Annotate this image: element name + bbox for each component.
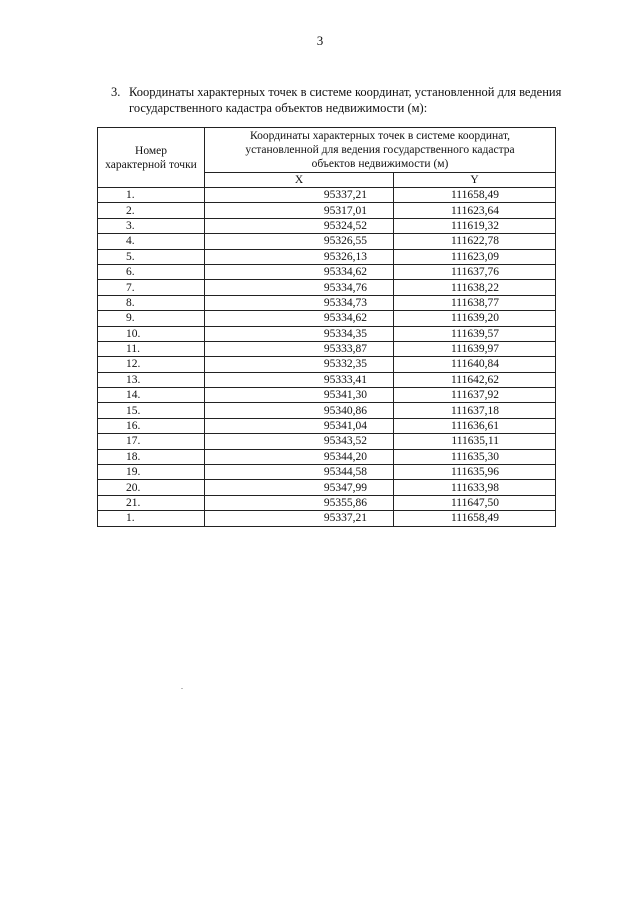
heading-text-2: государственного кадастра объектов недвижимости (м):: [129, 101, 428, 115]
cell-y: 111637,76: [394, 264, 556, 279]
header-coords-line-2: установленной для ведения государственного кадастра: [245, 144, 515, 156]
table-row: [98, 234, 556, 249]
table-row: [98, 511, 556, 526]
coordinates-table: [97, 127, 556, 527]
table-row: [98, 280, 556, 295]
cell-point-number: 3.: [98, 218, 205, 233]
cell-x: 95333,41: [205, 372, 394, 387]
table-row: [98, 372, 556, 387]
cell-x: 95326,13: [205, 249, 394, 264]
table-row: [98, 357, 556, 372]
cell-x: 95334,62: [205, 311, 394, 326]
cell-y: 111623,09: [394, 249, 556, 264]
header-point-line-2: характерной точки: [105, 158, 197, 171]
heading-line-1: [111, 84, 591, 100]
cell-x: 95332,35: [205, 357, 394, 372]
scan-speck: [181, 688, 183, 689]
cell-y: 111639,57: [394, 326, 556, 341]
cell-y: 111633,98: [394, 480, 556, 495]
cell-point-number: 5.: [98, 249, 205, 264]
table-row: [98, 188, 556, 203]
table-row: [98, 311, 556, 326]
cell-y: 111619,32: [394, 218, 556, 233]
cell-y: 111637,18: [394, 403, 556, 418]
table-row: [98, 480, 556, 495]
cell-y: 111623,64: [394, 203, 556, 218]
cell-point-number: 19.: [98, 465, 205, 480]
cell-y: 111639,97: [394, 341, 556, 356]
cell-y: 111622,78: [394, 234, 556, 249]
cell-x: 95344,20: [205, 449, 394, 464]
table-row: [98, 218, 556, 233]
cell-x: 95326,55: [205, 234, 394, 249]
heading-text-1: Координаты характерных точек в системе координат, установленной для ведения: [129, 85, 562, 99]
cell-x: 95324,52: [205, 218, 394, 233]
cell-point-number: 15.: [98, 403, 205, 418]
cell-point-number: 21.: [98, 495, 205, 510]
cell-point-number: 4.: [98, 234, 205, 249]
table-body: [98, 188, 556, 527]
cell-point-number: 16.: [98, 418, 205, 433]
table-header-row: [98, 128, 556, 173]
cell-y: 111658,49: [394, 511, 556, 526]
header-x: X: [205, 173, 394, 188]
cell-x: 95334,62: [205, 264, 394, 279]
cell-point-number: 20.: [98, 480, 205, 495]
table-row: [98, 434, 556, 449]
cell-y: 111638,77: [394, 295, 556, 310]
cell-point-number: 17.: [98, 434, 205, 449]
cell-y: 111640,84: [394, 357, 556, 372]
cell-y: 111635,30: [394, 449, 556, 464]
cell-y: 111635,11: [394, 434, 556, 449]
cell-x: 95334,35: [205, 326, 394, 341]
page-number: 3: [316, 33, 324, 48]
cell-point-number: 13.: [98, 372, 205, 387]
cell-point-number: 1.: [98, 188, 205, 203]
cell-x: 95340,86: [205, 403, 394, 418]
cell-y: 111637,92: [394, 388, 556, 403]
cell-x: 95355,86: [205, 495, 394, 510]
header-point-number: [98, 128, 205, 188]
cell-y: 111635,96: [394, 465, 556, 480]
table-row: [98, 341, 556, 356]
heading-number: 3.: [111, 85, 121, 99]
cell-point-number: 8.: [98, 295, 205, 310]
table-row: [98, 295, 556, 310]
table-row: [98, 449, 556, 464]
table-row: [98, 495, 556, 510]
cell-x: 95334,73: [205, 295, 394, 310]
table-row: [98, 264, 556, 279]
cell-x: 95337,21: [205, 188, 394, 203]
header-y: Y: [394, 173, 556, 188]
cell-x: 95347,99: [205, 480, 394, 495]
cell-y: 111642,62: [394, 372, 556, 387]
cell-point-number: 11.: [98, 341, 205, 356]
cell-y: 111636,61: [394, 418, 556, 433]
cell-y: 111647,50: [394, 495, 556, 510]
cell-y: 111638,22: [394, 280, 556, 295]
table-row: [98, 388, 556, 403]
cell-point-number: 7.: [98, 280, 205, 295]
cell-y: 111658,49: [394, 188, 556, 203]
cell-point-number: 12.: [98, 357, 205, 372]
cell-x: 95317,01: [205, 203, 394, 218]
header-point-line-1: Номер: [135, 144, 167, 157]
cell-point-number: 9.: [98, 311, 205, 326]
cell-point-number: 14.: [98, 388, 205, 403]
header-coordinates: [205, 128, 556, 173]
cell-x: 95333,87: [205, 341, 394, 356]
header-coords-line-3: объектов недвижимости (м): [311, 158, 449, 170]
cell-x: 95341,30: [205, 388, 394, 403]
cell-x: 95334,76: [205, 280, 394, 295]
section-heading: [111, 84, 591, 116]
cell-x: 95337,21: [205, 511, 394, 526]
cell-y: 111639,20: [394, 311, 556, 326]
cell-point-number: 10.: [98, 326, 205, 341]
cell-point-number: 18.: [98, 449, 205, 464]
table-row: [98, 203, 556, 218]
table-row: [98, 249, 556, 264]
cell-point-number: 6.: [98, 264, 205, 279]
cell-x: 95341,04: [205, 418, 394, 433]
cell-point-number: 1.: [98, 511, 205, 526]
cell-x: 95343,52: [205, 434, 394, 449]
table-row: [98, 403, 556, 418]
table-row: [98, 418, 556, 433]
cell-x: 95344,58: [205, 465, 394, 480]
cell-point-number: 2.: [98, 203, 205, 218]
header-coords-line-1: Координаты характерных точек в системе координат,: [249, 130, 510, 142]
table-row: [98, 326, 556, 341]
table-row: [98, 465, 556, 480]
